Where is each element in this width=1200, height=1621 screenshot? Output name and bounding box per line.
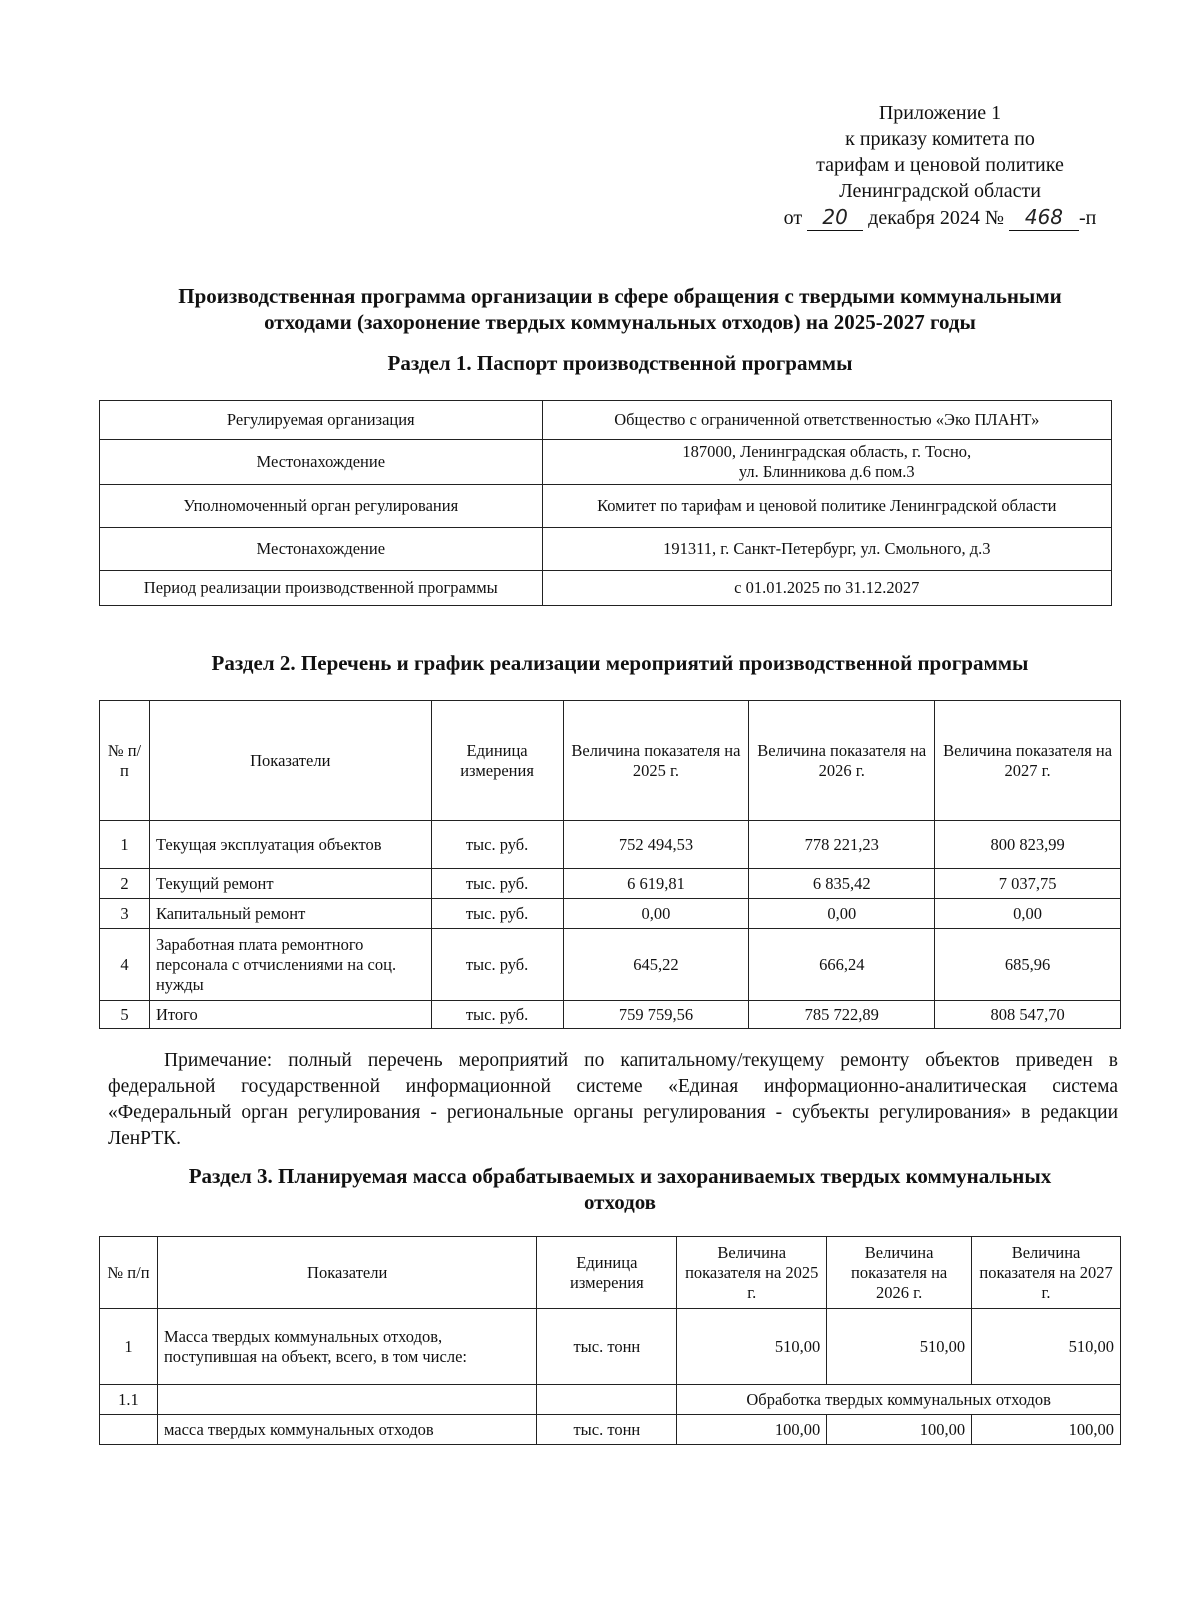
table-row — [100, 1309, 1121, 1385]
passport-label: Регулируемая организация — [100, 401, 543, 440]
row-2027: 800 823,99 — [935, 821, 1121, 869]
row-2027: 0,00 — [935, 899, 1121, 929]
row-2027: 808 547,70 — [935, 1001, 1121, 1029]
header-num: № п/п — [100, 1237, 158, 1309]
table-row — [100, 869, 1121, 899]
appendix-date-line — [740, 204, 1140, 231]
row-2026: 785 722,89 — [749, 1001, 935, 1029]
section-3-title-line-1: Раздел 3. Планируемая масса обрабатываемых и захораниваемых твердых коммунальных — [188, 1164, 1052, 1188]
section-2-note — [108, 1048, 1118, 1152]
passport-value: с 01.01.2025 по 31.12.2027 — [542, 571, 1111, 606]
waste-mass-table — [99, 1236, 1121, 1445]
passport-label: Местонахождение — [100, 528, 543, 571]
section-1-title: Раздел 1. Паспорт производственной программы — [387, 351, 853, 375]
passport-value — [542, 440, 1111, 485]
header-2026: Величина показателя на 2026 г. — [827, 1237, 972, 1309]
row-2027: 100,00 — [972, 1415, 1121, 1445]
row-unit: тыс. руб. — [431, 929, 563, 1001]
row-2026: 100,00 — [827, 1415, 972, 1445]
row-2025: 752 494,53 — [563, 821, 749, 869]
document-title-line-1: Производственная программа организации в сфере обращения с твердыми коммунальными — [178, 284, 1062, 308]
row-indicator: Текущий ремонт — [149, 869, 431, 899]
address-line-2: ул. Блинникова д.6 пом.3 — [738, 462, 915, 481]
appendix-line-1: Приложение 1 — [878, 102, 1002, 124]
date-prefix: от — [783, 207, 803, 229]
section-2-title: Раздел 2. Перечень и график реализации мероприятий производственной программы — [211, 651, 1029, 675]
row-merged-heading: Обработка твердых коммунальных отходов — [677, 1385, 1121, 1415]
note-text: Примечание: полный перечень мероприятий по капитальному/текущему ремонту объектов приведен в федеральной государственной информационной системе «Единая информационно-аналитическая система «Федеральный орган регулирования - региональные органы регулирования - субъекты регулирования» в редакции ЛенРТК. — [108, 1050, 1118, 1149]
row-num: 1.1 — [100, 1385, 158, 1415]
section-3-title — [100, 1163, 1140, 1215]
row-2026: 666,24 — [749, 929, 935, 1001]
table-row — [100, 929, 1121, 1001]
table-row-total — [100, 1001, 1121, 1029]
passport-table — [99, 400, 1112, 606]
document-title-line-2: отходами (захоронение твердых коммунальных отходов) на 2025-2027 годы — [264, 310, 976, 334]
passport-value: 191311, г. Санкт-Петербург, ул. Смольного, д.3 — [542, 528, 1111, 571]
appendix-header — [740, 100, 1140, 231]
header-unit: Единица измерения — [431, 701, 563, 821]
waste-header-row — [100, 1237, 1121, 1309]
row-2026: 778 221,23 — [749, 821, 935, 869]
document-title — [100, 283, 1140, 335]
header-2025: Величина показателя на 2025 г. — [677, 1237, 827, 1309]
header-indicator: Показатели — [157, 1237, 536, 1309]
row-num: 2 — [100, 869, 150, 899]
table-row — [100, 1415, 1121, 1445]
order-suffix: -п — [1078, 207, 1097, 229]
row-2027: 7 037,75 — [935, 869, 1121, 899]
appendix-line-4: Ленинградской области — [839, 180, 1041, 202]
row-unit: тыс. руб. — [431, 869, 563, 899]
row-num: 5 — [100, 1001, 150, 1029]
row-2025: 510,00 — [677, 1309, 827, 1385]
row-indicator: Итого — [149, 1001, 431, 1029]
row-unit: тыс. тонн — [537, 1309, 677, 1385]
row-2026: 510,00 — [827, 1309, 972, 1385]
activities-table — [99, 700, 1121, 1029]
row-unit — [537, 1385, 677, 1415]
row-2025: 759 759,56 — [563, 1001, 749, 1029]
passport-label: Местонахождение — [100, 440, 543, 485]
passport-value: Комитет по тарифам и ценовой политике Ленинградской области — [542, 485, 1111, 528]
header-indicator: Показатели — [149, 701, 431, 821]
table-row-subsection — [100, 1385, 1121, 1415]
row-num: 4 — [100, 929, 150, 1001]
table-row — [100, 899, 1121, 929]
row-2026: 6 835,42 — [749, 869, 935, 899]
passport-row — [100, 571, 1112, 606]
activities-header-row — [100, 701, 1121, 821]
header-unit: Единица измерения — [537, 1237, 677, 1309]
row-indicator — [157, 1385, 536, 1415]
header-2027: Величина показателя на 2027 г. — [972, 1237, 1121, 1309]
row-2027: 510,00 — [972, 1309, 1121, 1385]
address-line-1: 187000, Ленинградская область, г. Тосно, — [682, 442, 972, 461]
passport-row — [100, 485, 1112, 528]
header-2027: Величина показателя на 2027 г. — [935, 701, 1121, 821]
passport-label: Уполномоченный орган регулирования — [100, 485, 543, 528]
row-unit: тыс. руб. — [431, 899, 563, 929]
row-unit: тыс. руб. — [431, 821, 563, 869]
row-2025: 0,00 — [563, 899, 749, 929]
row-num — [100, 1415, 158, 1445]
row-num: 1 — [100, 1309, 158, 1385]
row-indicator: Текущая эксплуатация объектов — [149, 821, 431, 869]
row-indicator: Масса твердых коммунальных отходов, поступившая на объект, всего, в том числе: — [157, 1309, 536, 1385]
header-2026: Величина показателя на 2026 г. — [749, 701, 935, 821]
row-2027: 685,96 — [935, 929, 1121, 1001]
header-num: № п/п — [100, 701, 150, 821]
row-indicator: Заработная плата ремонтного персонала с отчислениями на соц. нужды — [149, 929, 431, 1001]
handwritten-day: 20 — [807, 204, 863, 231]
row-num: 1 — [100, 821, 150, 869]
row-indicator: Капитальный ремонт — [149, 899, 431, 929]
date-middle: декабря 2024 № — [868, 207, 1004, 229]
passport-row — [100, 401, 1112, 440]
row-num: 3 — [100, 899, 150, 929]
appendix-line-2: к приказу комитета по — [845, 128, 1035, 150]
passport-row — [100, 440, 1112, 485]
row-unit: тыс. тонн — [537, 1415, 677, 1445]
passport-label: Период реализации производственной программы — [100, 571, 543, 606]
row-2026: 0,00 — [749, 899, 935, 929]
section-3-title-line-2: отходов — [583, 1190, 657, 1214]
passport-value: Общество с ограниченной ответственностью «Эко ПЛАНТ» — [542, 401, 1111, 440]
row-indicator: масса твердых коммунальных отходов — [157, 1415, 536, 1445]
row-2025: 100,00 — [677, 1415, 827, 1445]
appendix-line-3: тарифам и ценовой политике — [816, 154, 1064, 176]
row-unit: тыс. руб. — [431, 1001, 563, 1029]
header-2025: Величина показателя на 2025 г. — [563, 701, 749, 821]
handwritten-order-number: 468 — [1009, 204, 1079, 231]
row-2025: 645,22 — [563, 929, 749, 1001]
row-2025: 6 619,81 — [563, 869, 749, 899]
passport-row — [100, 528, 1112, 571]
table-row — [100, 821, 1121, 869]
